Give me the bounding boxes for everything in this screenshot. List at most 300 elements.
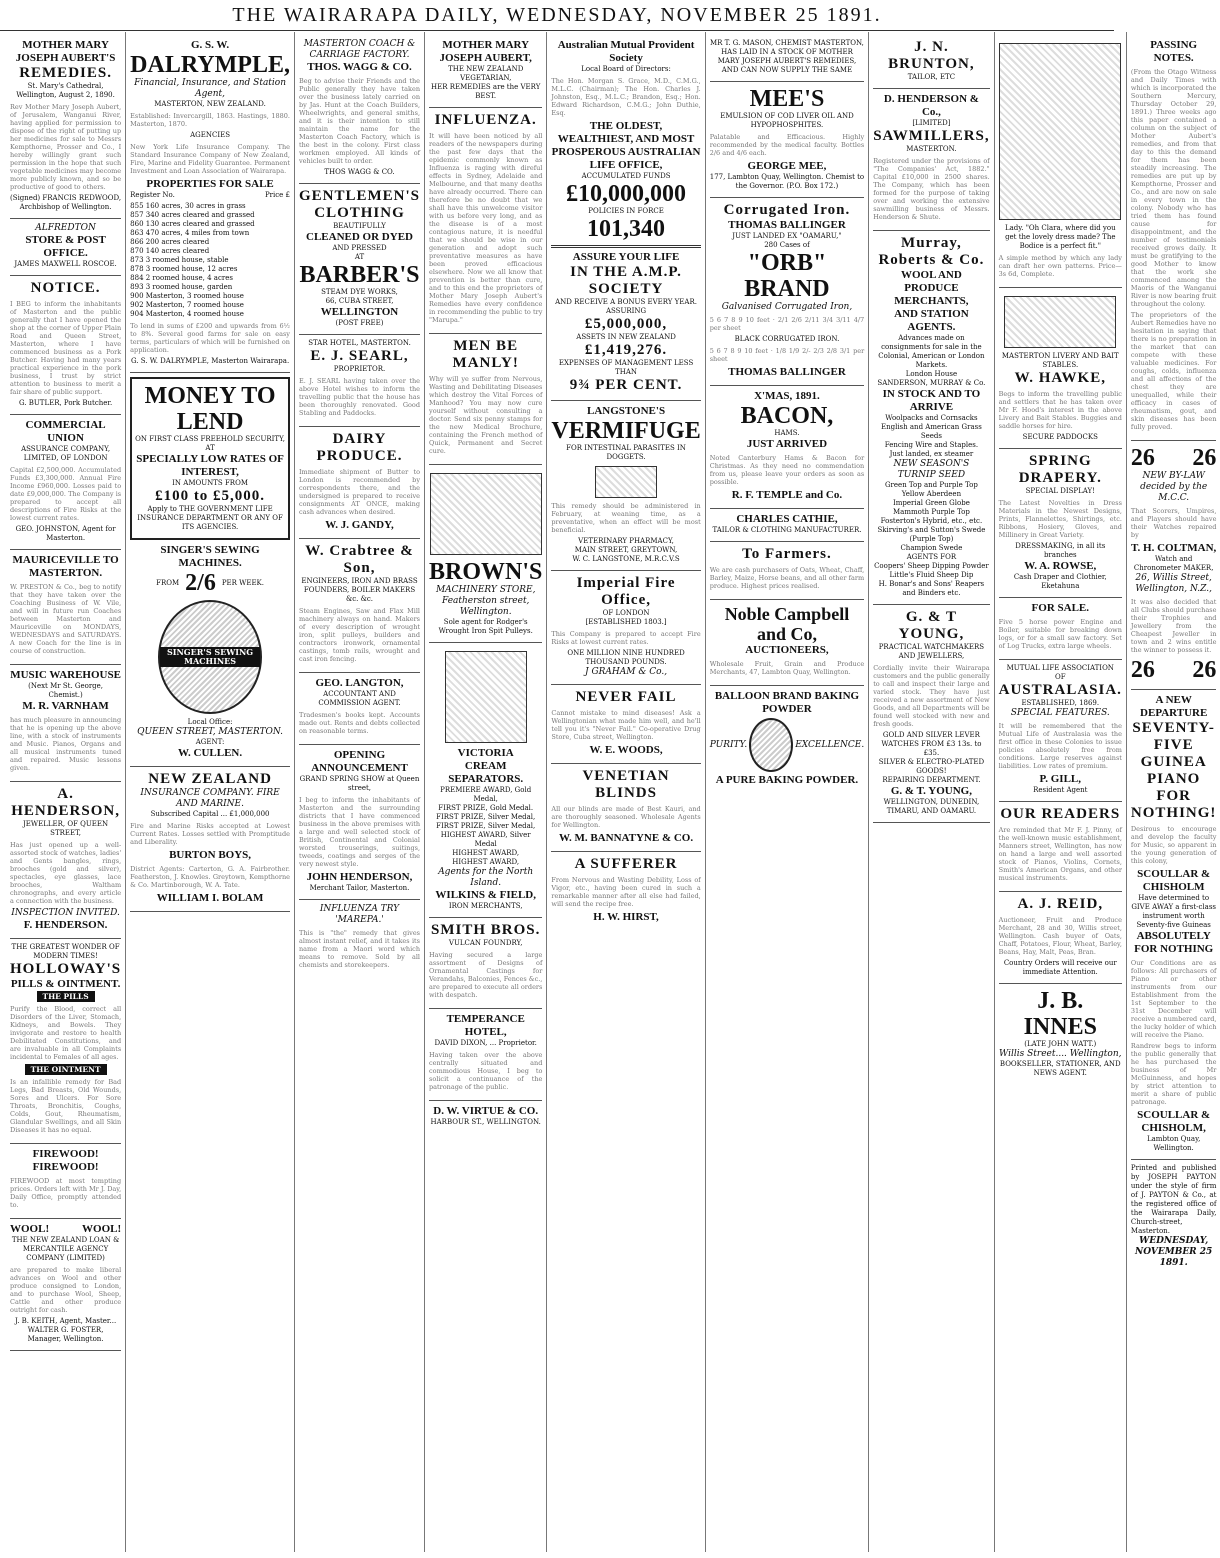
assuring-value: £5,000,000, bbox=[584, 316, 668, 332]
sheep-illustration bbox=[595, 466, 657, 498]
commercial-union-ad: COMMERCIAL UNION ASSURANCE COMPANY, LIMITED, OF LONDON Capital £2,500,000. Accumulated Funds £3,300,000. Annual Fire Income £960,000. Losses paid to date £9,000,000. The Company is prepared to accept all descriptions of Fire Risks at the lowest current rates. GEO. JOHNSTON, Agent for Masterton. bbox=[10, 415, 121, 550]
stock-item: Little's Fluid Sheep Dip bbox=[889, 571, 974, 579]
funds-label: ACCUMULATED FUNDS bbox=[581, 172, 671, 180]
ad-title: Australian Mutual Provident Society bbox=[557, 39, 695, 64]
ad-absolutely: ABSOLUTELY FOR NOTHING bbox=[1134, 930, 1214, 955]
singer-logo-text: SINGER'S SEWING MACHINES bbox=[160, 647, 260, 667]
oldest-label: THE OLDEST, WEALTHIEST, AND MOST PROSPEROUS AUSTRALIAN LIFE OFFICE, bbox=[551, 120, 701, 171]
price-value: 2/6 bbox=[185, 570, 216, 596]
ad-title: Noble Campbell and Co, bbox=[724, 604, 850, 644]
ad-manager: WALTER G. FOSTER, Manager, Wellington. bbox=[27, 1326, 104, 1343]
ad-title: A SUFFERER bbox=[574, 856, 678, 872]
ad-subtitle: ENGINEERS, IRON AND BRASS FOUNDERS, BOILER MAKERS &c. &c. bbox=[301, 577, 418, 603]
alfredton-store-ad bbox=[10, 219, 121, 276]
ad-agents-for: AGENTS FOR bbox=[906, 553, 957, 561]
award-2: FIRST PRIZE, Gold Medal. bbox=[438, 804, 534, 812]
firewood-ad: FIREWOOD! FIREWOOD! FIREWOOD at most tempting prices. Orders left with Mr J. Day, Daily Office, promptly attended to. bbox=[10, 1144, 121, 1219]
henderson-jeweller-ad: A. HENDERSON, JEWELLER, OF QUEEN STREET, Has just opened up a well-assorted stock of watches, ladies' and Gents bangles, rings, brooches (gold and silver), spectacles, eye glasses, lace brooches, Waltham chronographs, and every article a connection with the business. INSPECTION INVITED. F. HENDERSON. bbox=[10, 782, 121, 939]
stock-item: Fencing Wire and Staples. bbox=[884, 441, 979, 449]
ad-line-11: (POST FREE) bbox=[335, 319, 384, 327]
property-item: 900 Masterton, 3 roomed house bbox=[130, 292, 244, 300]
ad-title: MONEY TO bbox=[144, 383, 276, 409]
column-2 bbox=[126, 32, 295, 1552]
ad-agents: Agents for the North Island. bbox=[438, 867, 534, 888]
ad-gold: GOLD AND SILVER LEVER WATCHES FROM £3 13s. to £35. bbox=[881, 731, 982, 757]
ad-signature: W. C. LANGSTONE, M.R.C.V.S bbox=[572, 555, 680, 563]
xmas-bacon-ad: X'MAS, 1891. BACON, HAMS. JUST ARRIVED Noted Canterbury Hams & Bacon for Christmas. As they need no commendation from us, please leave your orders as soon as possible. R. F. TEMPLE and Co. bbox=[710, 386, 864, 509]
star-hotel-ad: STAR HOTEL, MASTERTON. E. J. SEARL, PROPRIETOR. E. J. SEARL having taken over the above Hotel wishes to inform the travelling public that the house has been thoroughly renovated. Good Stabling and Paddocks. bbox=[299, 335, 420, 427]
award-3: FIRST PRIZE, Silver Medal, bbox=[436, 813, 536, 821]
ad-title: MAURICEVILLE TO MASTERTON. bbox=[12, 554, 119, 579]
ad-line-7: BARBER'S bbox=[299, 262, 420, 288]
ad-stock: IN STOCK AND TO ARRIVE bbox=[882, 388, 981, 413]
ad-subtitle: TAILOR & CLOTHING MANUFACTURER. bbox=[712, 526, 862, 534]
amp-society-ad: Australian Mutual Provident Society Local Board of Directors: The Hon. Morgan S. Grace, M.D., C.M.G., M.L.C. (Chairman); The Hon. Charles J. Johnston, Esq., M.L.C.; Brandon, Esq.; Hon. Edward Richardson, C.M.G.; John Duthie, Esq. THE OLDEST, WEALTHIEST, AND MOST PROSPEROUS AUSTRALIAN LIFE OFFICE, ACCUMULATED FUNDS £10,000,000 POLICIES IN FORCE 101,340 ASSURE YOUR LIFE IN THE A.M.P. SOCIETY AND RECEIVE A BONUS EVERY YEAR. ASSURING £5,000,000, ASSETS IN NEW ZEALAND £1,419,276. EXPENSES OF MANAGEMENT LESS THAN 9¾ PER CENT. bbox=[551, 35, 700, 401]
ad-title-right: WOOL! bbox=[82, 1223, 122, 1235]
property-item: 866 200 acres cleared bbox=[130, 238, 210, 246]
bonus-line: AND RECEIVE A BONUS EVERY YEAR. bbox=[555, 298, 697, 306]
column-4 bbox=[425, 32, 547, 1552]
per-week-label: PER WEEK. bbox=[221, 578, 265, 587]
ad-title: CHARLES CATHIE, bbox=[736, 513, 838, 525]
ad-line-10: WELLINGTON bbox=[320, 306, 399, 318]
ad-nothing: FOR NOTHING! bbox=[1130, 788, 1217, 821]
ad-name: THOS. WAGG & CO. bbox=[307, 61, 412, 73]
policies-value: 101,340 bbox=[587, 216, 666, 242]
award-7: HIGHEST AWARD, bbox=[452, 858, 520, 866]
property-item: 860 130 acres cleared and grassed bbox=[130, 220, 255, 228]
property-item: 893 3 roomed house, garden bbox=[130, 283, 233, 291]
ad-sub: ON FIRST CLASS FREEHOLD SECURITY, bbox=[135, 435, 286, 443]
ad-title: W. Crabtree & Son, bbox=[305, 543, 414, 576]
ad-brand: "ORB" BRAND bbox=[744, 250, 830, 302]
office-label: Local Office: bbox=[187, 718, 233, 726]
newspaper-page bbox=[6, 32, 1217, 1552]
column-9 bbox=[1127, 32, 1220, 1552]
expenses-label: EXPENSES OF MANAGEMENT LESS THAN bbox=[558, 359, 694, 376]
ad-country: Country Orders will receive our immediate Attention. bbox=[1003, 959, 1117, 976]
ad-title: VENETIAN BLINDS bbox=[582, 768, 670, 801]
ad-role: PROPRIETOR. bbox=[333, 365, 386, 373]
property-item: 884 2 roomed house, 4 acres bbox=[130, 274, 233, 282]
ad-dressmaking: DRESSMAKING, in all its branches bbox=[1015, 542, 1106, 559]
ad-title: DAIRY PRODUCE. bbox=[316, 431, 403, 464]
ad-title: A. J. REID, bbox=[1017, 896, 1104, 912]
ad-capital: ONE MILLION NINE HUNDRED THOUSAND POUNDS. bbox=[567, 649, 685, 666]
pills-banner: THE PILLS bbox=[37, 991, 95, 1002]
ad-company: THE NEW ZEALAND LOAN & MERCANTILE AGENCY COMPANY (LIMITED) bbox=[11, 1236, 120, 1262]
ad-paddocks: SECURE PADDOCKS bbox=[1022, 433, 1098, 441]
ad-title: OPENING ANNOUNCEMENT bbox=[311, 749, 408, 774]
ad-role: IRON MERCHANTS, bbox=[448, 902, 523, 910]
ad-title: MOTHER MARY JOSEPH AUBERT, bbox=[439, 39, 532, 64]
imprint-date: WEDNESDAY, NOVEMBER 25 1891. bbox=[1135, 1236, 1213, 1268]
ad-subtitle: REMEDIES. bbox=[19, 65, 112, 81]
ad-signature: (Signed) FRANCIS REDWOOD, Archbishop of Wellington. bbox=[10, 194, 122, 211]
ad-repairing: REPAIRING DEPARTMENT. bbox=[882, 776, 981, 784]
mauriceville-coach-ad: MAURICEVILLE TO MASTERTON. W. PRESTON & Co., beg to notify that they have taken over the Coaching Business of W. Vile, and will in future run Coaches between Masterton and Mauriceville on MONDAYS, WEDNESDAYS and SATURDAYS. A new Coach for the line is in course of construction. bbox=[10, 550, 121, 665]
property-item: 863 470 acres, 4 miles from town bbox=[130, 229, 250, 237]
article-title: INFLUENZA. bbox=[434, 112, 537, 128]
balloon-powder-ad bbox=[710, 686, 864, 793]
from-label: FROM bbox=[156, 578, 180, 587]
ad-name: W. M. BANNATYNE & CO. bbox=[558, 832, 694, 844]
article-title: PASSING NOTES. bbox=[1150, 39, 1198, 64]
ad-line-3: BEAUTIFULLY bbox=[333, 222, 386, 230]
assets-label: ASSETS IN NEW ZEALAND bbox=[576, 333, 676, 341]
ad-subtitle: AUSTRALASIA. bbox=[998, 682, 1122, 698]
ad-title: X'MAS, 1891. bbox=[754, 390, 820, 402]
ad-top: THE GREATEST WONDER OF MODERN TIMES! bbox=[11, 943, 120, 960]
stock-item: English and American Grass Seeds bbox=[880, 423, 982, 440]
ad-subtitle: WOOL AND PRODUCE MERCHANTS, bbox=[894, 269, 969, 307]
column-7 bbox=[869, 32, 994, 1552]
ad-name: T. H. COLTMAN, bbox=[1131, 542, 1217, 554]
balloon-row bbox=[710, 716, 864, 774]
stock-item: H. Bonar's and Sons' Reapers and Binders etc. bbox=[878, 580, 985, 597]
coach-factory-ad: MASTERTON COACH & CARRIAGE FACTORY. THOS. WAGG & CO. Beg to advise their Friends and the Public generally they have taken over the business lately carried on by Jas. Hunt at the Coach Builders, Wheelwrights, and general smiths, and it is their intention to still maintain the name for the Masterton Coach Factory, which is the best in the colony. First class workmen employed. All kinds of vehicles built to order. THOS WAGG & CO. bbox=[299, 35, 420, 184]
agent-label: AGENT: bbox=[195, 738, 225, 746]
ad-title: HOLLOWAY'S bbox=[10, 961, 122, 977]
ad-line-9: 66, CUBA STREET, bbox=[325, 297, 394, 305]
purity-label: PURITY. bbox=[709, 739, 748, 750]
ad-subtitle: PILLS & OINTMENT. bbox=[10, 978, 121, 990]
ad-role: BOOKSELLER, STATIONER, AND NEWS AGENT. bbox=[999, 1060, 1121, 1077]
ad-agent: GEO. JOHNSTON, Agent for Masterton. bbox=[15, 525, 116, 542]
ad-name: GEORGE MEE, bbox=[747, 160, 827, 172]
ad-place: MASTERTON. bbox=[906, 145, 957, 153]
ad-title: LANGSTONE'S bbox=[587, 405, 666, 417]
crabtree-ad: W. Crabtree & Son, ENGINEERS, IRON AND BRASS FOUNDERS, BOILER MAKERS &c. &c. Steam Engines, Saw and Flax Mill machinery always on hand. Makers of every description of wrought iron, split pulleys, builders and contractors ironwork, ornamental castings, tomb rails, wrought and cast iron fencing. bbox=[299, 539, 420, 673]
ad-proprietor: DAVID DIXON, ... Proprietor. bbox=[434, 1039, 537, 1047]
ad-subtitle: VULCAN FOUNDRY, bbox=[448, 939, 523, 947]
ad-established: [ESTABLISHED 1803.] bbox=[585, 618, 667, 626]
ad-title: SINGER'S SEWING MACHINES. bbox=[160, 544, 260, 569]
lady-illustration bbox=[999, 43, 1121, 220]
ad-name: JOHN HENDERSON, bbox=[306, 871, 413, 883]
horse-illustration bbox=[1004, 296, 1116, 348]
innes-ad bbox=[999, 984, 1122, 1084]
ad-hams: HAMS. bbox=[774, 429, 800, 437]
sufferer-ad: A SUFFERER From Nervous and Wasting Debility, Loss of Vigor, etc., having been cured in such a remarkable manner after all else had failed, will send the recipe free. H. W. HIRST, bbox=[551, 856, 701, 923]
coltman-watch-ad: 26 26 NEW BY-LAW decided by the M.C.C. That Scorers, Umpires, and Players should have their Watches repaired by T. H. COLTMAN, Watch and Chronometer MAKER, 26, Willis Street, Wellington, N.Z., It was also decided that all Clubs should purchase their Trophies and Jewellery from the Cheapest Jeweller in town and 2 wins entitle the winner to possess it. 26 26 bbox=[1131, 441, 1217, 690]
dairy-produce-ad: DAIRY PRODUCE. Immediate shipment of Butter to London is recommended by correspondents there, and the undersigned is prepared to receive consignments AT ONCE, making cash advances when desired. W. J. GANDY, bbox=[299, 427, 420, 539]
number-left: 26 bbox=[1130, 445, 1155, 471]
agent-name: W. CULLEN. bbox=[178, 747, 243, 759]
pharmacy-label: VETERINARY PHARMACY, bbox=[578, 537, 674, 545]
ad-title: J. B. INNES bbox=[1023, 988, 1097, 1040]
property-item: 902 Masterton, 7 roomed house bbox=[130, 301, 244, 309]
ad-subtitle: ASSURANCE COMPANY, LIMITED, OF LONDON bbox=[21, 445, 111, 462]
ad-arrived: JUST ARRIVED bbox=[746, 438, 828, 450]
ad-advances: Advances made on consignments for sale in the Colonial, American or London Markets. bbox=[878, 334, 985, 369]
ad-firm: SCOULLAR & CHISHOLM bbox=[1137, 868, 1211, 893]
manager-name: WILLIAM I. BOLAM bbox=[156, 892, 264, 904]
aubert-ad bbox=[429, 35, 542, 108]
ad-subtitle: CREAM SEPARATORS. bbox=[448, 760, 524, 785]
ad-range: £100 to £5,000. bbox=[155, 488, 266, 504]
money-to-lend-ad bbox=[130, 377, 290, 540]
piano-ad: A NEW DEPARTURE SEVENTY-FIVE GUINEA PIANO FOR NOTHING! Desirous to encourage and develop the faculty for Music, so apparent in the young generation of this colony, SCOULLAR & CHISHOLM Have determined to GIVE AWAY a first-class instrument worth Seventy-five Guineas ABSOLUTELY FOR NOTHING Our Conditions are as follows: All purchasers of Piano or other instruments from our Establishment from the 1st September to the 31st December will receive a numbered card, the lucky holder of which will receive the Piano. Randrew begs to inform the public generally that he has purchased the business of Mr McGuinness, and hopes by strict attention to merit a share of public patronage. SCOULLAR & CHISHOLM, Lambton Quay, Wellington. bbox=[1131, 690, 1217, 1160]
singer-logo bbox=[158, 600, 262, 714]
ad-title: Corrugated Iron. bbox=[723, 202, 851, 218]
ad-established: ESTABLISHED, 1869. bbox=[1021, 699, 1100, 707]
ad-subtitle: GRAND SPRING SHOW at Queen street, bbox=[299, 775, 420, 792]
masthead bbox=[0, 0, 1114, 31]
venetian-blinds-ad: VENETIAN BLINDS All our blinds are made of Best Kauri, and are thoroughly seasoned. Wholesale Agents for Wellington. W. M. BANNATYNE & CO. bbox=[551, 764, 700, 852]
spring-drapery-ad: SPRING DRAPERY. SPECIAL DISPLAY! The Latest Novelties in Dress Materials in the Newest Designs, Prints, Flannelettes, Shirtings, etc. Ribbons, Hosiery, Gloves, and Millinery in Great Variety. DRESSMAKING, in all its branches W. A. ROWSE, Cash Draper and Clothier, Eketahuna bbox=[999, 449, 1122, 598]
ad-note: Sole agent for Rodger's Wrought Iron Spit Pulleys. bbox=[438, 618, 533, 635]
ad-title: STORE & POST OFFICE. bbox=[25, 234, 106, 259]
ad-title-left: WOOL! bbox=[10, 1223, 50, 1235]
ad-subtitle: SAWMILLERS, bbox=[873, 128, 990, 144]
ad-title: A. HENDERSON, bbox=[11, 786, 120, 819]
nz-insurance-ad: NEW ZEALAND INSURANCE COMPANY. FIRE AND MARINE. Subscribed Capital ... £1,000,000 Fire and Marine Risks accepted at Lowest Current Rates. Losses settled with Promptitude and Liberality. BURTON BOYS, District Agents: Carterton, G. A. Fairbrother. Featherston, J. Knowles. Greytown, Kempthorne & Co. Martinborough, W. A. Tate. WILLIAM I. BOLAM bbox=[130, 767, 290, 912]
ad-line-4: CLEANED OR DYED bbox=[306, 231, 413, 243]
noble-campbell-ad: Noble Campbell and Co, AUCTIONEERS, Wholesale Fruit, Grain and Produce Merchants, 47, Lambton Quay, Wellington. bbox=[710, 600, 864, 686]
ad-london: London House bbox=[905, 370, 958, 378]
ad-bylaw: NEW BY-LAW decided by the M.C.C. bbox=[1140, 471, 1208, 503]
steam-engine-illustration bbox=[430, 473, 542, 555]
ad-title: MEN BE MANLY! bbox=[452, 338, 519, 371]
ad-place: ALFREDTON bbox=[35, 223, 96, 233]
funds-value: £10,000,000 bbox=[566, 181, 687, 207]
office-address: QUEEN STREET, MASTERTON. bbox=[137, 727, 284, 737]
ad-subtitle: TAILOR, ETC bbox=[907, 73, 956, 81]
ad-limited: [LIMITED] bbox=[912, 119, 951, 127]
ad-date: St. Mary's Cathedral, Wellington, August 2, 1890. bbox=[16, 82, 115, 99]
ad-title: MASTERTON COACH & CARRIAGE FACTORY. bbox=[303, 39, 416, 60]
farmers-ad: To Farmers. We are cash purchasers of Oats, Wheat, Chaff, Barley, Maize, Horse beans, and all other farm produce. Highest prices realised. bbox=[710, 542, 864, 600]
passing-notes-article: PASSING NOTES. (From the Otago Witness and Daily Times with which is incorporated the Southern Mercury, Thursday October 29, 1891.) Three weeks ago this paper contained a column on the subject of Mother Aubert's remedies, and from that day to this the demand for them has been steadily increasing. The remedies are put up by Kempthorne, Prosser and Co., and are now on sale in every town in the colony. Nobody who has tried them has found cause for disappointment, and the number of testimonials received grows daily. It must be gratifying to the good Mother to know that the work she commenced among the Maoris of the Wanganui River is now bearing fruit throughout the colony. The proprietors of the Aubert Remedies have no hesitation in saying that there is no preparation in the market that can compete with these valuable medicines. For coughs, colds, influenza and all affections of the chest they are unequalled, while their efficacy in cases of rheumatism, gout, and skin diseases has been fully proved. bbox=[1131, 35, 1217, 441]
ad-title: A NEW DEPARTURE bbox=[1140, 694, 1208, 719]
ad-address: 26, Willis Street, Wellington, N.Z., bbox=[1135, 573, 1212, 594]
ad-title: To Farmers. bbox=[742, 546, 832, 562]
ad-title: MUTUAL LIFE ASSOCIATION bbox=[1006, 664, 1114, 672]
ad-address: HARBOUR ST., WELLINGTON. bbox=[430, 1118, 541, 1126]
ad-rates: SPECIALLY LOW RATES OF INTEREST, bbox=[136, 453, 284, 478]
ad-title: SPRING DRAPERY. bbox=[1018, 453, 1102, 486]
separator-illustration bbox=[445, 651, 527, 743]
column-8 bbox=[995, 32, 1127, 1552]
ad-firm-2: SCOULLAR & CHISHOLM, bbox=[1137, 1109, 1211, 1134]
stock-item: Champion Swede bbox=[900, 544, 963, 552]
mees-emulsion-ad: MEE'S EMULSION OF COD LIVER OIL AND HYPOPHOSPHITES. Palatable and Efficacious. Highly recommended by the medical faculty. Bottles 2/6 and 4/6 each. GEORGE MEE, 177, Lambton Quay, Wellington. Chemist to the Governor. (P.O. Box 172.) bbox=[710, 82, 864, 198]
ad-agent: J. B. KEITH, Agent, Master... bbox=[14, 1317, 117, 1325]
ad-title: NEVER FAIL bbox=[575, 689, 677, 705]
ad-subtitle: ACCOUNTANT AND COMMISSION AGENT. bbox=[318, 690, 401, 707]
masthead-title: THE WAIRARAPA DAILY, WEDNESDAY, NOVEMBER 25 1891. bbox=[232, 3, 882, 26]
influenza-article: INFLUENZA. It will have been noticed by all readers of the newspapers during the past few days that the epidemic commonly known as Influenza is raging with direful effects in Sydney, Adelaide and Melbourne, and that many deaths have already occurred. There can therefore be no doubt that we shall have this unwelcome visitor with us before very long, and as the disease is of a most contagious nature, it is needful that we should be wise in our generation and adopt such preventative measures as have been proved efficacious elsewhere. Now we all know that prevention is better than cure, and to this end the proprietors of Mother Mary Joseph Aubert's Remedies have every confidence in recommending the public to try "Marupa." bbox=[429, 108, 542, 334]
cream-separator-ad bbox=[429, 643, 542, 918]
expenses-value: 9¾ PER CENT. bbox=[569, 377, 683, 393]
ad-subtitle: THE NEW ZEALAND VEGETARIAN, bbox=[448, 65, 524, 82]
ad-landed: JUST LANDED EX "OAMARU," bbox=[732, 232, 842, 240]
ad-claim: HER REMEDIES are the VERY BEST. bbox=[431, 83, 541, 100]
ad-amounts: IN AMOUNTS FROM bbox=[172, 479, 248, 487]
hawke-stables-ad: MASTERTON LIVERY AND BAIT STABLES. W. HAWKE, Begs to inform the travelling public and settlers that he has taken over Mr F. Hood's interest in the above Livery and Bait Stables. Buggies and saddle horses for hire. SECURE PADDOCKS bbox=[999, 288, 1122, 449]
cathie-tailor-ad bbox=[710, 509, 864, 542]
ad-subtitle: FOR INTESTINAL PARASITES IN DOGGETS. bbox=[566, 444, 686, 461]
ad-title: D. W. VIRTUE & CO. bbox=[433, 1105, 539, 1117]
dalrymple-ad: G. S. W. DALRYMPLE, Financial, Insurance, and Station Agent, MASTERTON, NEW ZEALAND. Established: Invercargill, 1863. Hastings, 1880. Masterton, 1870. AGENCIES New York Life Insurance Company. The Standard Insurance Company of New Zealand, Fire, Marine and Fidelity Guarantee. Permanent Investment and Loan Association of Wairarapa. PROPERTIES FOR SALE Register No. Price £ 855 160 acres, 30 acres in grass 857 340 acres cleared and grassed 860 130 acres cleared and grassed 863 470 acres, 4 miles from town 866 200 acres cleared 870 140 acres cleared 873 3 roomed house, stable 878 3 roomed house, 12 acres 884 2 roomed house, 4 acres 893 3 roomed house, garden 900 Masterton, 3 roomed house 902 Masterton, 7 roomed house 904 Masterton, 4 roomed house To lend in sums of £200 and upwards from 6½ to 8%. Several good farms for sale on easy terms, particulars of which will be furnished on application. G. S. W. DALRYMPLE, Masterton Wairarapa. bbox=[130, 35, 290, 373]
ad-signature: G. BUTLER, Pork Butcher. bbox=[18, 399, 113, 407]
property-item: 870 140 acres cleared bbox=[130, 247, 210, 255]
ad-name: R. F. TEMPLE and Co. bbox=[731, 489, 843, 501]
ad-line-5: AND PRESSED bbox=[332, 244, 387, 252]
price-label: Price £ bbox=[264, 191, 290, 199]
aubert-remedies-ad: MOTHER MARY JOSEPH AUBERT'S REMEDIES. St. Mary's Cathedral, Wellington, August 2, 1890. Rev Mother Mary Joseph Aubert, of Jerusalem, Wanganui River, having applied for permission to dispose of the right of putting up her medicines for sale to Messrs Kempthorne, Prosser and Co., I hereby willingly grant such permission in the hope that such vegetable medicines may become more publicly known, and so be productive of good to others. (Signed) FRANCIS REDWOOD, Archbishop of Wellington. bbox=[10, 35, 121, 219]
ad-role: Cash Draper and Clothier, Eketahuna bbox=[1013, 573, 1107, 590]
singer-sewing-ad bbox=[130, 540, 290, 767]
ad-piano: SEVENTY-FIVE GUINEA PIANO bbox=[1132, 720, 1215, 787]
agencies-heading: AGENCIES bbox=[190, 131, 231, 139]
ad-name: E. J. SEARL, bbox=[310, 348, 409, 364]
ad-subtitle: SPECIAL DISPLAY! bbox=[1025, 487, 1095, 495]
ad-role: Resident Agent bbox=[1033, 786, 1088, 794]
ad-title: BALLOON BRAND BAKING POWDER bbox=[714, 690, 860, 715]
amp-line: IN THE A.M.P. SOCIETY bbox=[570, 264, 682, 297]
ad-subtitle: PRACTICAL WATCHMAKERS AND JEWELLERS, bbox=[878, 643, 985, 660]
ad-galv: Galvanised Corrugated Iron, bbox=[721, 302, 853, 312]
ad-subtitle: Financial, Insurance, and Station Agent, bbox=[134, 78, 287, 99]
stock-item: Coopers' Sheep Dipping Powder bbox=[874, 562, 989, 570]
ad-line-1: GENTLEMEN'S bbox=[298, 188, 421, 204]
ad-apply: Apply to THE GOVERNMENT LIFE INSURANCE DEPARTMENT OR ANY OF ITS AGENCIES. bbox=[137, 505, 283, 531]
ad-late: (LATE JOHN WATT.) bbox=[1024, 1040, 1097, 1048]
ad-name: W. J. GANDY, bbox=[325, 519, 394, 531]
stock-item: NEW SEASON'S TURNIP SEED bbox=[893, 459, 970, 480]
browns-machinery-ad bbox=[429, 465, 542, 643]
imprint bbox=[1131, 1160, 1217, 1275]
ad-title: DALRYMPLE, bbox=[130, 52, 290, 78]
ad-title: NEW ZEALAND bbox=[148, 771, 272, 787]
ad-title: OUR READERS bbox=[1000, 806, 1121, 822]
ad-agent: P. GILL, bbox=[1039, 773, 1082, 785]
board-label: Local Board of Directors: bbox=[581, 65, 671, 73]
ad-place: (Next Mr St. George, Chemist.) bbox=[28, 682, 104, 699]
young-watchmakers-ad: G. & T YOUNG, PRACTICAL WATCHMAKERS AND JEWELLERS, Cordially invite their Wairarapa customers and the public generally to call and inspect their large and varied stock. They have just received a new assortment of New Goods, and all Departments will be found well stocked with new and fresh goods. GOLD AND SILVER LEVER WATCHES FROM £3 13s. to £35. SILVER & ELECTRO-PLATED GOODS! REPAIRING DEPARTMENT. G. & T. YOUNG, WELLINGTON, DUNEDIN, TIMARU, AND OAMARU. bbox=[873, 605, 989, 823]
ad-cases: 280 Cases of bbox=[764, 241, 810, 249]
fashion-illustration-ad: Lady. "Oh Clara, where did you get the lovely dress made? The Bodice is a perfect fit." A simple method by which any lady can draft her own patterns. Price—3s 6d, Complete. bbox=[999, 35, 1122, 288]
mason-chemist-ad bbox=[710, 35, 864, 82]
column-5 bbox=[547, 32, 705, 1552]
virtue-ad bbox=[429, 1101, 542, 1133]
stock-item: Woolpacks and Cornsacks bbox=[885, 414, 978, 422]
ad-title-2: LEND bbox=[176, 409, 244, 435]
stock-item: Imperial Green Globe bbox=[892, 499, 970, 507]
temperance-hotel-ad: TEMPERANCE HOTEL, DAVID DIXON, ... Proprietor. Having taken over the above centrally situated and commodious House, I beg to solicit a continuance of the patronage of the public. bbox=[429, 1009, 542, 1101]
property-item: 855 160 acres, 30 acres in grass bbox=[130, 202, 246, 210]
property-item: 904 Masterton, 4 roomed house bbox=[130, 310, 244, 318]
stock-item: Fosterton's Hybrid, etc., etc. bbox=[880, 517, 983, 525]
henderson-sawmillers-ad: D. HENDERSON & Co., [LIMITED] SAWMILLERS, MASTERTON. Registered under the provisions of "The Companies' Act, 1882." Capital £10,000 in 2500 shares. The Company, which has been formed for the purpose of taking over and working the extensive sawmilling business of Messrs. Henderson & Shute. bbox=[873, 89, 989, 231]
number-left: 26 bbox=[1130, 657, 1155, 683]
ad-title: TEMPERANCE HOTEL, bbox=[446, 1013, 525, 1038]
ad-subtitle: AUCTIONEERS, bbox=[745, 644, 829, 656]
ad-features: SPECIAL FEATURES. bbox=[1010, 708, 1110, 718]
mutual-life-ad: MUTUAL LIFE ASSOCIATION OF AUSTRALASIA. ESTABLISHED, 1869. SPECIAL FEATURES. It will be remembered that the Mutual Life of Australasia was the first office in these Colonies to issue policies absolutely free from conditions. Large reserves against liabilities. Low rates of premium. P. GILL, Resident Agent bbox=[999, 660, 1122, 802]
men-be-manly-ad: MEN BE MANLY! Why will ye suffer from Nervous, Wasting and Debilitating Diseases which destroy the Vital Forces of Manhood? You may now cure yourself without consulting a doctor. Send six penny stamps for the new Medical Brochure, containing the French method of Quick, Permanent and Secret cure. bbox=[429, 334, 542, 465]
ad-address: Lambton Quay, Wellington. bbox=[1146, 1135, 1201, 1152]
notice-ad: NOTICE. I BEG to inform the inhabitants of Masterton and the public generally that I have opened the shop at the corner of Upper Plain Road and Queen Street, Masterton, where I have commenced business as a Pork Butcher. Having had many years practical experience in the pork business, I trust by strict attention to business to merit a fair share of public support. G. BUTLER, Pork Butcher. bbox=[10, 276, 121, 415]
column-6 bbox=[706, 32, 869, 1552]
ad-title: INFLUENZA TRY 'MAREPA.' bbox=[319, 904, 400, 925]
ad-signature: G. S. W. DALRYMPLE, Masterton Wairarapa. bbox=[130, 357, 290, 365]
ad-title: MEE'S bbox=[749, 86, 825, 112]
ad-title: W. HAWKE, bbox=[1014, 370, 1106, 386]
ad-name: WILKINS & FIELD, bbox=[435, 889, 536, 901]
properties-header bbox=[130, 191, 290, 200]
music-warehouse-ad: MUSIC WAREHOUSE (Next Mr St. George, Chemist.) M. R. VARNHAM has much pleasure in announcing that he is opening up the above line, with a stock of instruments and Music. Pianos, Organs and all musical instruments tuned and repaired. Music lessons given. bbox=[10, 665, 121, 782]
langstone-ad: LANGSTONE'S VERMIFUGE FOR INTESTINAL PARASITES IN DOGGETS. This remedy should be administered in February, at weaning time, as a preventative, when an effect will be most beneficial. VETERINARY PHARMACY, MAIN STREET, GREYTOWN, W. C. LANGSTONE, M.R.C.V.S bbox=[551, 401, 700, 571]
ad-name: THOMAS BALLINGER bbox=[728, 219, 846, 231]
balloon-illustration bbox=[749, 718, 793, 772]
ad-title: GEO. LANGTON, bbox=[315, 677, 404, 689]
ad-title: STAR HOTEL, MASTERTON. bbox=[308, 339, 411, 347]
assuring-label: ASSURING bbox=[605, 307, 647, 315]
award-5: HIGHEST AWARD, Silver Medal bbox=[440, 831, 531, 848]
price-row bbox=[130, 570, 290, 596]
ad-role: Merchant Tailor, Masterton. bbox=[309, 884, 410, 892]
ad-subtitle: MASTERTON LIVERY AND BAIT STABLES. bbox=[1001, 352, 1119, 369]
column-1 bbox=[6, 32, 126, 1552]
ad-line-2: CLOTHING bbox=[314, 205, 405, 221]
stock-item: Mammoth Purple Top bbox=[892, 508, 970, 516]
number-right: 26 bbox=[1192, 445, 1217, 471]
ad-agent: J GRAHAM & Co., bbox=[584, 667, 668, 677]
ad-title: BROWN'S bbox=[429, 559, 543, 585]
ad-title: Imperial Fire Office, bbox=[576, 575, 676, 608]
wool-ad: WOOL! WOOL! THE NEW ZEALAND LOAN & MERCANTILE AGENCY COMPANY (LIMITED) are prepared to make liberal advances on Wool and other produce consigned to London, and to purchase Wool, Sheep, Cattle and other produce outright for cash. J. B. KEITH, Agent, Master... WALTER G. FOSTER, Manager, Wellington. bbox=[10, 1219, 121, 1351]
ad-cities: WELLINGTON, DUNEDIN, TIMARU, AND OAMARU. bbox=[883, 798, 980, 815]
stock-item: Skirving's and Sutton's Swede (Purple Top) bbox=[877, 526, 986, 543]
murray-roberts-ad bbox=[873, 231, 989, 605]
ad-capital: Subscribed Capital ... £1,000,000 bbox=[150, 810, 270, 818]
ad-tagline: A PURE BAKING POWDER. bbox=[715, 774, 859, 786]
ad-name: W. A. ROWSE, bbox=[1024, 560, 1097, 572]
ad-name: G. & T. YOUNG, bbox=[890, 785, 972, 797]
barbers-dye-ad bbox=[299, 184, 420, 335]
ad-line-6: AT bbox=[354, 253, 365, 261]
ad-title: FIREWOOD! FIREWOOD! bbox=[32, 1148, 99, 1173]
ad-title: J. N. BRUNTON, bbox=[888, 39, 975, 72]
properties-list bbox=[130, 202, 290, 319]
ad-signature: THOS WAGG & CO. bbox=[324, 168, 395, 176]
illustration-caption: Lady. "Oh Clara, where did you get the lovely dress made? The Bodice is a perfect fit." bbox=[1004, 224, 1116, 250]
ad-title: MUSIC WAREHOUSE bbox=[10, 669, 121, 681]
ad-title: VICTORIA bbox=[457, 747, 514, 759]
brunton-ad bbox=[873, 35, 989, 89]
ad-text: MR T. G. MASON, CHEMIST MASTERTON, HAS LAID IN A STOCK OF MOTHER MARY JOSEPH AUBERT'S REMEDIES, AND CAN NOW SUPPLY THE SAME bbox=[710, 39, 864, 74]
agent-name: BURTON BOYS, bbox=[169, 849, 252, 861]
number-row-bottom bbox=[1131, 657, 1217, 683]
number-right: 26 bbox=[1192, 657, 1217, 683]
ad-subtitle: INSURANCE COMPANY. FIRE AND MARINE. bbox=[140, 788, 280, 809]
marepa-ad: INFLUENZA TRY 'MAREPA.' This is "the" remedy that gives almost instant relief, and it takes its name from a Maori word which means to remove. Sold by all chemists and storekeepers. bbox=[298, 904, 421, 969]
ad-silver: SILVER & ELECTRO-PLATED GOODS! bbox=[878, 758, 985, 775]
spring-show-ad: OPENING ANNOUNCEMENT GRAND SPRING SHOW at Queen street, I beg to inform the inhabitants of Masterton and the surrounding districts that I have commenced business in the above premises with a large and well selected stock of British, Continental and Colonial worsted trouserings, suitings, tweeds, coatings and serges of the very newest style. JOHN HENDERSON, Merchant Tailor, Masterton. bbox=[299, 745, 420, 900]
ad-subtitle: MACHINERY STORE, Featherston street, Wellington. bbox=[435, 585, 536, 617]
ad-address: Willis Street.... Wellington, bbox=[999, 1049, 1122, 1059]
ad-owner: JAMES MAXWELL ROSCOE. bbox=[14, 260, 117, 268]
ad-london-firm: SANDERSON, MURRAY & Co. bbox=[877, 379, 986, 387]
ad-title: G. & T YOUNG, bbox=[898, 609, 965, 642]
ad-title: MOTHER MARY JOSEPH AUBERT'S bbox=[15, 39, 116, 64]
ad-invite: INSPECTION INVITED. bbox=[11, 908, 120, 918]
imperial-fire-ad: Imperial Fire Office, OF LONDON [ESTABLISHED 1803.] This Company is prepared to accept Fire Risks at lowest current rates. ONE MILLION NINE HUNDRED THOUSAND POUNDS. J GRAHAM & Co., bbox=[551, 571, 700, 685]
ad-title: NOTICE. bbox=[30, 280, 101, 296]
